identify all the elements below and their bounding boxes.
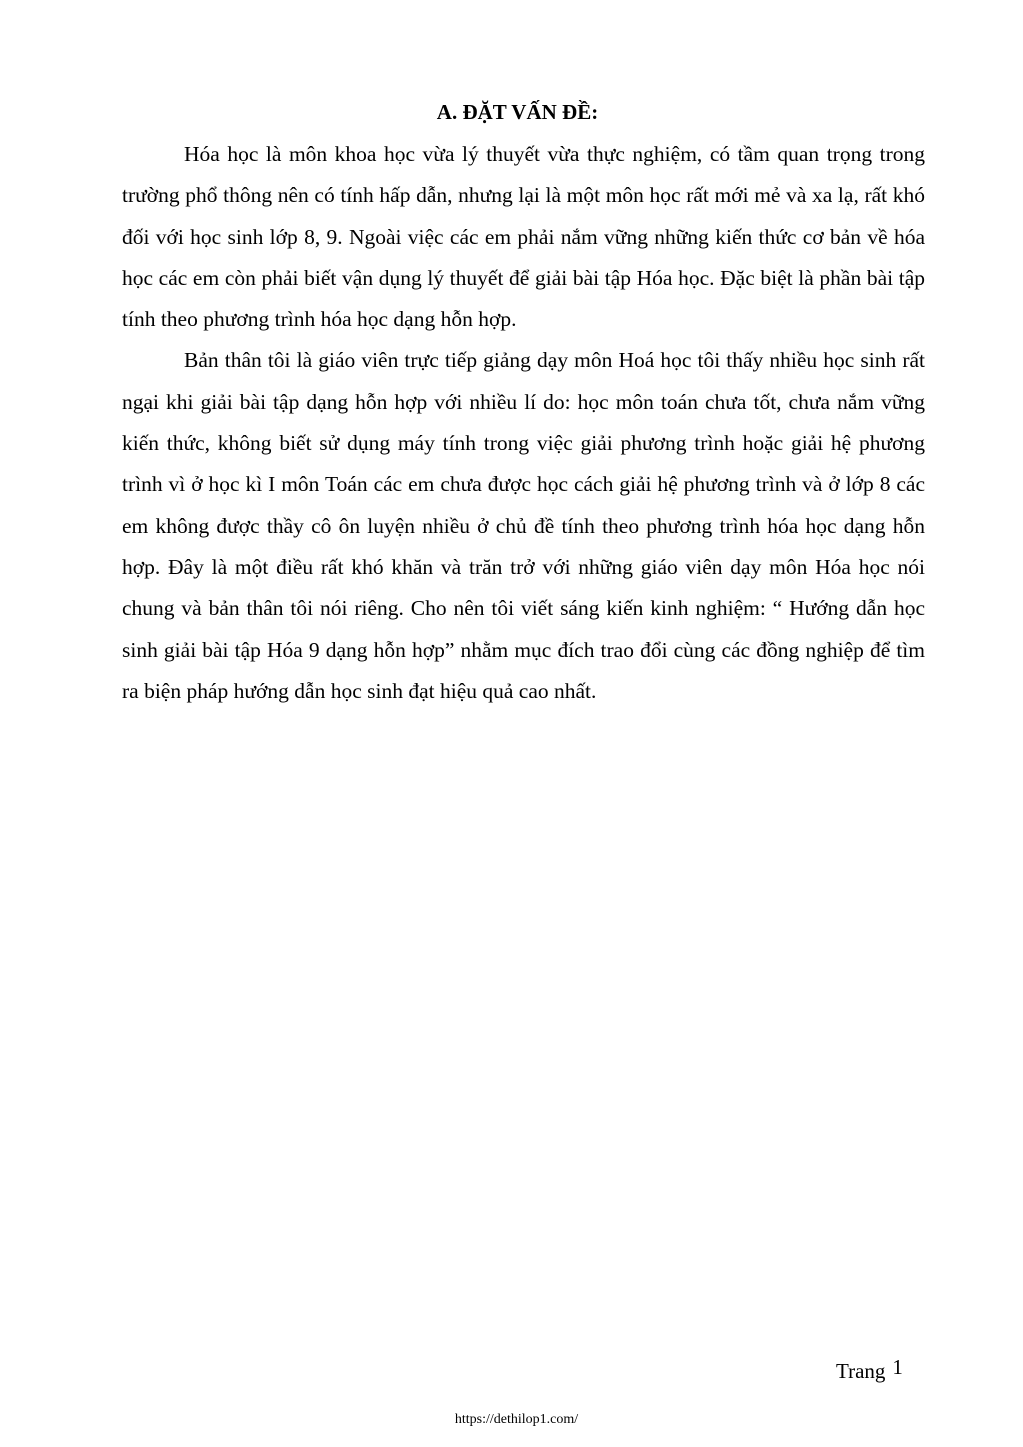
paragraph-intro: Hóa học là môn khoa học vừa lý thuyết vừa thực nghiệm, có tầm quan trọng trong trường phổ thông nên có tính hấp dẫn, nhưng lại là một môn học rất mới mẻ và xa lạ, rất khó đối với học sinh lớp 8, 9. Ngoài việc các em phải nắm vững những kiến thức cơ bản về hóa học các em còn phải biết vận dụng lý thuyết để giải bài tập Hóa học. Đặc biệt là phần bài tập tính theo phương trình hóa học dạng hỗn hợp. bbox=[122, 142, 925, 332]
page-number: 1 bbox=[892, 1355, 903, 1379]
page-number-footer bbox=[836, 1355, 903, 1384]
page-label: Trang bbox=[836, 1359, 886, 1383]
body-text bbox=[122, 134, 925, 712]
section-heading: A. ĐẶT VẤN ĐỀ: bbox=[436, 100, 599, 124]
footer-url: https://dethilop1.com/ bbox=[454, 1412, 579, 1427]
paragraph-motivation: Bản thân tôi là giáo viên trực tiếp giảng dạy môn Hoá học tôi thấy nhiều học sinh rất ngại khi giải bài tập dạng hỗn hợp với nhiều lí do: học môn toán chưa tốt, chưa nắm vững kiến thức, không biết sử dụng máy tính trong việc giải phương trình hoặc giải hệ phương trình vì ở học kì I môn Toán các em chưa được học cách giải hệ phương trình và ở lớp 8 các em không được thầy cô ôn luyện nhiều ở chủ đề tính theo phương trình hóa học dạng hỗn hợp. Đây là một điều rất khó khăn và trăn trở với những giáo viên dạy môn Hóa học nói chung và bản thân tôi nói riêng. Cho nên tôi viết sáng kiến kinh nghiệm: “ Hướng dẫn học sinh giải bài tập Hóa 9 dạng hỗn hợp” nhằm mục đích trao đổi cùng các đồng nghiệp để tìm ra biện pháp hướng dẫn học sinh đạt hiệu quả cao nhất. bbox=[122, 348, 925, 703]
